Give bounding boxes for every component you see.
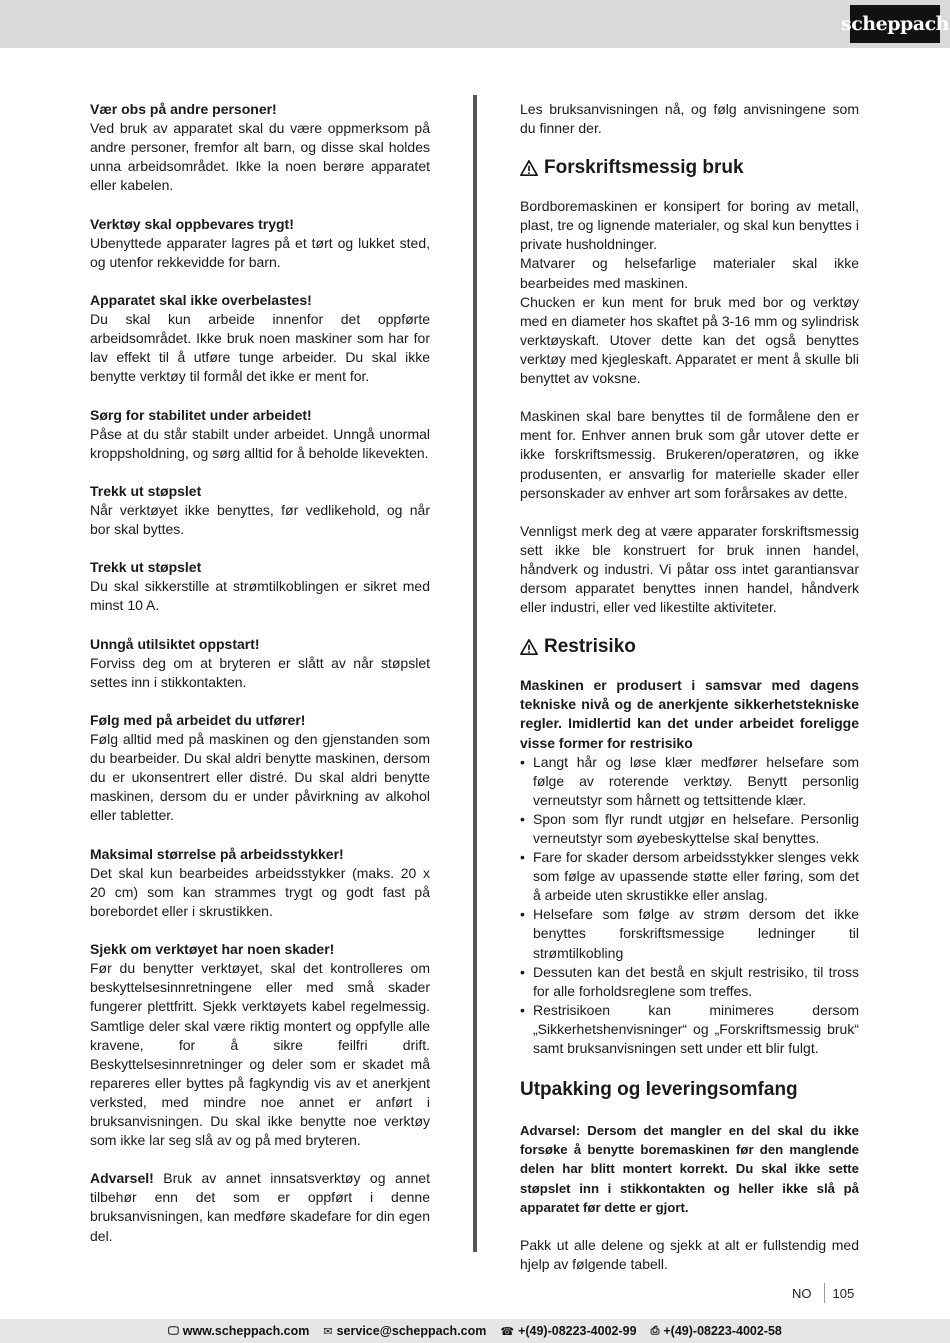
section-heading: Apparatet skal ikke overbelastes! (90, 291, 312, 308)
unpacking-title: Utpakking og leveringsomfang (520, 1079, 798, 1101)
proper-use-p1: Bordboremaskinen er konsipert for boring av metall, plast, tre og lignende materialer, og skal kun benyttes i private husholdninger. (520, 198, 859, 253)
section-heading: Verktøy skal oppbevares trygt! (90, 215, 294, 232)
section-heading: Unngå utilsiktet oppstart! (90, 635, 260, 652)
proper-use-p5: Vennligst merk deg at være apparater forskriftsmessig sett ikke ble konstruert for bruk innen handel, håndverk og industri. Vi påtar oss intet garantiansvar dersom apparatet benyttes innen handel, håndverk eller industri, eller ved likestilte aktiviteter. (520, 522, 859, 616)
list-item: • Spon som flyr rundt utgjør en helsefare. Personlig verneutstyr som øyebeskyttelse skal benyttes. (520, 810, 859, 848)
phone-icon: ☎ (500, 1325, 515, 1338)
warning-triangle-icon (520, 638, 538, 656)
section-body: Du skal kun arbeide innenfor det oppførte arbeidsområdet. Ikke bruk noen maskiner som har for lav effekt til å utføre tunge arbeider. Du skal ikke benytte verktøy til formål det ikke er ment for. (90, 311, 430, 385)
proper-use-p2: Matvarer og helsefarlige materialer skal ikke bearbeides med maskinen. (520, 255, 859, 291)
section-body: Påse at du står stabilt under arbeidet. Unngå unormal kroppsholdning, og sørg alltid for å beholde likevekten. (90, 425, 430, 461)
section-body: Ved bruk av apparatet skal du være oppmerksom på andre personer, fremfor alt barn, og disse skal holdes unna arbeidsområdet. Ikke la noen berøre apparatet eller kabelen. (90, 120, 430, 194)
phone-number: +(49)-08223-4002-99 (518, 1324, 637, 1338)
page-number: 105 (832, 1285, 855, 1301)
footer-web[interactable] (168, 1324, 309, 1338)
warning-triangle-icon (520, 159, 538, 177)
unpacking-text: Pakk ut alle delene og sjekk at alt er fullstendig med hjelp av følgende tabell. (520, 1236, 859, 1272)
section-attention (90, 711, 430, 826)
column-divider (473, 95, 477, 1252)
right-column (520, 100, 859, 1274)
section-body: Ubenyttede apparater lagres på et tørt og lukket sted, og utenfor rekkevidde for barn. (90, 234, 430, 270)
residual-risk-heading (520, 634, 859, 660)
section-damage-check (90, 940, 430, 1150)
section-body: Forviss deg om at bryteren er slått av når støpslet settes inn i stikkontakten. (90, 654, 430, 690)
section-startup (90, 635, 430, 692)
section-unplug-1 (90, 482, 430, 539)
mail-icon: ✉ (323, 1325, 333, 1338)
section-heading: Sørg for stabilitet under arbeidet! (90, 406, 312, 423)
list-item: • Dessuten kan det bestå en skjult restrisiko, til tross for alle forholdsreglene som treffes. (520, 963, 859, 1001)
section-heading: Trekk ut støpslet (90, 482, 202, 499)
section-storage (90, 215, 430, 272)
section-body: Følg alltid med på maskinen og den gjenstanden som du bearbeider. Du skal aldri benytte maskinen, dersom du er ukonsentrert eller distré. Du skal aldri benytte maskinen, dersom du er under påvirkning av alkohol eller tabletter. (90, 731, 430, 824)
section-heading: Følg med på arbeidet du utfører! (90, 712, 306, 728)
left-column (90, 100, 430, 1246)
section-overload (90, 291, 430, 386)
separator (824, 1283, 825, 1303)
section-heading: Trekk ut støpslet (90, 559, 202, 576)
page-number-block (792, 1283, 854, 1303)
section-max-size (90, 845, 430, 921)
proper-use-p4: Maskinen skal bare benyttes til de formålene den er ment for. Enhver annen bruk som går utover dette er ikke forskriftsmessig. Brukeren/operatøren, og ikke produsenten, er ansvarlig for materielle skader eller personskader av enhver art som forårsakes av dette. (520, 408, 859, 501)
section-body: Før du benytter verktøyet, skal det kontrolleres om beskyttelsesinnretningene eller med små skader fungerer plettfritt. Sjekk verktøyets kabel regelmessig. Samtlige deler skal være riktig montert og oppfylle alle kravene, for å sikre feilfri drift. Beskyttelsesinnretninger og deler som er skadet må repareres eller byttes på fagkyndig vis av et anerkjent verksted, med mindre noe annet er anført i bruksanvisningen. Du skal ikke benytte noe verktøy som ikke lar seg slå av og på med bryteren. (90, 960, 430, 1149)
proper-use-heading (520, 155, 859, 181)
footer-bar (0, 1319, 950, 1343)
residual-risk-list (520, 753, 859, 1059)
list-item: • Restrisikoen kan minimeres dersom „Sikkerhetshenvisninger“ og „Forskriftsmessig bruk“ samt bruksanvisningen sett under ett blir fulgt. (520, 1001, 859, 1058)
email-link[interactable]: service@scheppach.com (336, 1324, 487, 1338)
list-item: • Fare for skader dersom arbeidsstykker slenges vekk som følge av upassende støtte eller føring, som det å arbeide uten skrustikke eller anslag. (520, 848, 859, 905)
section-body: Når verktøyet ikke benyttes, før vedlikehold, og når bor skal byttes. (90, 501, 430, 538)
section-heading: Maksimal størrelse på arbeidsstykker! (90, 845, 344, 862)
website-link[interactable]: www.scheppach.com (182, 1324, 310, 1338)
footer-email[interactable] (323, 1324, 486, 1338)
list-item: • Helsefare som følge av strøm dersom det ikke benyttes forskriftsmessige ledninger til strømtilkobling (520, 905, 859, 962)
unpacking-warning: Advarsel: Dersom det mangler en del skal du ikke forsøke å benytte boremaskinen før den manglende delen har blitt montert korrekt. Du skal ikke sette støpslet inn i stikkontakten og heller ikke slå på apparatet før dette er gjort. (520, 1123, 859, 1215)
section-other-persons (90, 100, 430, 195)
list-item: • Langt hår og løse klær medfører helsefare som følge av roterende verktøy. Benytt personlig verneutstyr som hårnett og tettsittende klær. (520, 753, 859, 810)
section-body: Du skal sikkerstille at strømtilkoblingen er sikret med minst 10 A. (90, 578, 430, 614)
fax-icon: ⎙ (650, 1324, 660, 1337)
residual-risk-title: Restrisiko (544, 636, 636, 658)
section-unplug-2 (90, 558, 430, 615)
section-warning (90, 1169, 430, 1245)
intro-text: Les bruksanvisningen nå, og følg anvisningene som du finner der. (520, 101, 859, 137)
section-body: Det skal kun bearbeides arbeidsstykker (maks. 20 x 20 cm) som kan strammes trygt og godt fast på borebordet eller i skrustikken. (90, 864, 430, 919)
unpacking-heading (520, 1077, 859, 1103)
warning-label: Advarsel! (90, 1170, 154, 1187)
warning-text: Bruk av annet innsatsverktøy og annet tilbehør enn det som er oppført i denne bruksanvisningen, kan medføre skadefare for din egen del. (90, 1170, 430, 1244)
section-heading: Sjekk om verktøyet har noen skader! (90, 941, 335, 958)
section-stability (90, 406, 430, 463)
proper-use-p3: Chucken er kun ment for bruk med bor og verktøy med en diameter hos skaftet på 3-16 mm og sylindrisk verktøyskaft. Utover dette kan det også benyttes verktøy med kjegleskaft. Apparatet er ment å skulle bli benyttet av voksne. (520, 293, 859, 387)
footer-phone (500, 1324, 636, 1338)
residual-risk-lead: Maskinen er produsert i samsvar med dagens tekniske nivå og de anerkjente sikkerhetstekniske regler. Imidlertid kan det under arbeidet foreligge visse former for restrisiko (520, 677, 859, 751)
monitor-icon: 🖵 (168, 1324, 179, 1337)
proper-use-title: Forskriftsmessig bruk (544, 157, 744, 179)
section-heading: Vær obs på andre personer! (90, 101, 277, 117)
brand-logo: scheppach (850, 5, 940, 43)
fax-number: +(49)-08223-4002-58 (663, 1324, 782, 1338)
footer-fax (651, 1324, 782, 1338)
language-code: NO (792, 1285, 812, 1301)
header-bar (0, 0, 950, 48)
